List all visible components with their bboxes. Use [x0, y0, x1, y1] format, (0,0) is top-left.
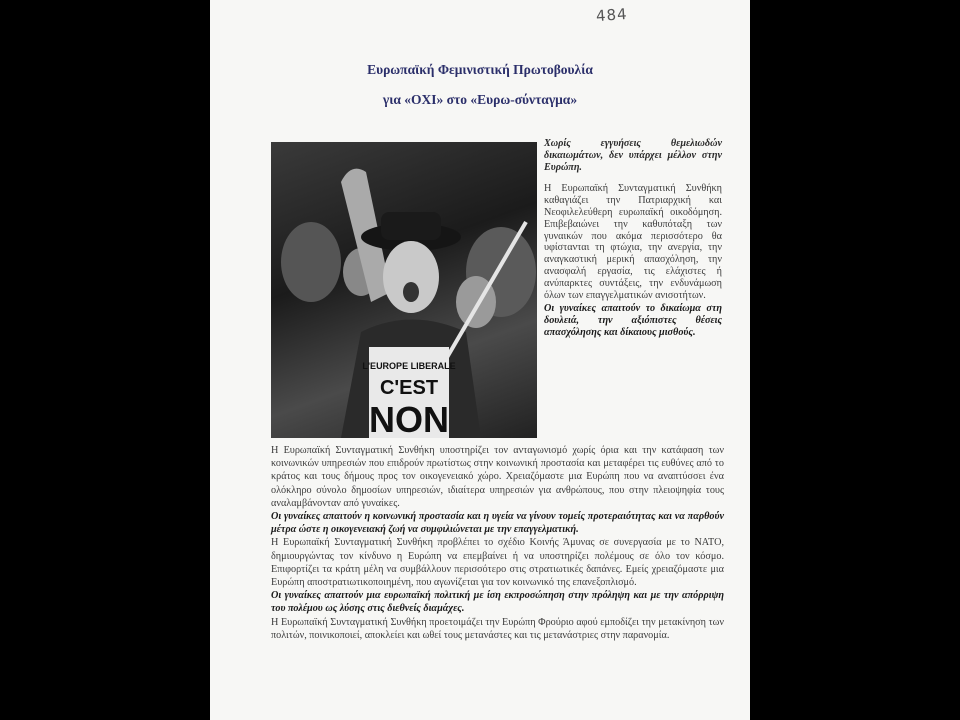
handwritten-page-number: 484 [595, 4, 629, 26]
crowd-figure [281, 222, 341, 302]
open-mouth [403, 282, 419, 302]
protest-photo-illustration [271, 142, 537, 438]
paragraph-fortress-europe: Η Ευρωπαϊκή Συνταγματική Συνθήκη προετοιμάζει την Ευρώπη Φρούριο αφού εμποδίζει την μετακίνηση των πολιτών, ποινικοποιεί, αποκλείει και ωθεί τους μετανάστες και τις μετανάστριες στην παρανομία. [271, 616, 724, 641]
protest-photo [271, 142, 537, 438]
main-text [271, 444, 724, 642]
demand-social-protection: Οι γυναίκες απαιτούν η κοινωνική προστασία και η υγεία να γίνουν τομείς προτεραιότητας και να παρθούν μέτρα ώστε η οικογενειακή ζωή να συμφιλιώνεται με την επαγγελματική. [271, 511, 724, 536]
sign-text-line3: NON [369, 399, 449, 438]
paragraph-social-services: Η Ευρωπαϊκή Συνταγματική Συνθήκη υποστηρίζει τον ανταγωνισμό χωρίς όρια και την κατάφαση των κοινωνικών υπηρεσιών που επιδρούν πρωτίστως στην κοινωνική προστασία και μεταφέρει τις ευθύνες από το κράτος και τους δήμους προς τον οικογενειακό χώρο. Χρειαζόμαστε μια Ευρώπη που να αναπτύσσει ένα ολόκληρο σύνολο δημοσίων υπηρεσιών, ιδιαίτερα υπηρεσιών για ανθρώπους, που στην πλειοψηφία τους αναλαμβάνονταν από γυναίκες. [271, 445, 724, 509]
sign-text-line1: L'EUROPE LIBERALE [362, 361, 456, 371]
document-subtitle: για «ΟΧΙ» στο «Ευρω-σύνταγμα» [382, 92, 578, 107]
demand-peace-policy: Οι γυναίκες απαιτούν μια ευρωπαϊκή πολιτική με ίση εκπροσώπηση στην πρόληψη και με την απόρριψη του πολέμου ως λύσης στις διεθνείς διαμάχες. [271, 590, 724, 615]
column-intro: Χωρίς εγγυήσεις θεμελιωδών δικαιωμάτων, δεν υπάρχει μέλλον στην Ευρώπη. [544, 138, 722, 173]
column-paragraph: Η Ευρωπαϊκή Συνταγματική Συνθήκη καθαγιάζει την Πατριαρχική και Νεοφιλελεύθερη ευρωπαϊκή οικοδόμηση. Επιβεβαιώνει την καθυπόταξη των γυναικών που ακόμα περισσότερο θα υφίστανται τη φτώχια, την ανεργία, την αναγκαστική μερική απασχόληση, την ανασφαλή εργασία, τις ελάχιστες ή ανύπαρκτες συντάξεις, την ενδυνάμωση όλων των επαγγελματικών ανισοτήτων. [544, 183, 722, 301]
side-column [544, 138, 722, 349]
document-page [210, 0, 750, 720]
sign-text-line2: C'EST [379, 377, 439, 399]
protester-face [383, 241, 439, 313]
hat-crown [381, 212, 441, 240]
paragraph-defence: Η Ευρωπαϊκή Συνταγματική Συνθήκη προβλέπει το σχέδιο Κοινής Άμυνας σε συνεργασία με το ΝΑΤΟ, δημιουργώντας τον κίνδυνο η Ευρώπη να επεμβαίνει ή να υποστηρίζει πολέμους σε όλο τον κόσμο. Επιφορτίζει τα κράτη μέλη να συμβάλλουν περισσότερο στις στρατιωτικές δαπάνες. Εμείς χρειαζόμαστε μια Ευρώπη αποστρατιωτικοποιημένη, που αγωνίζεται για τον κοινωνικό της επανεξοπλισμό. [271, 537, 724, 589]
column-demand: Οι γυναίκες απαιτούν το δικαίωμα στη δουλειά, την αξιόπιστες θέσεις απασχόλησης και δίκαιους μισθούς. [544, 303, 722, 338]
document-title: Ευρωπαϊκή Φεμινιστική Πρωτοβουλία [367, 62, 593, 77]
